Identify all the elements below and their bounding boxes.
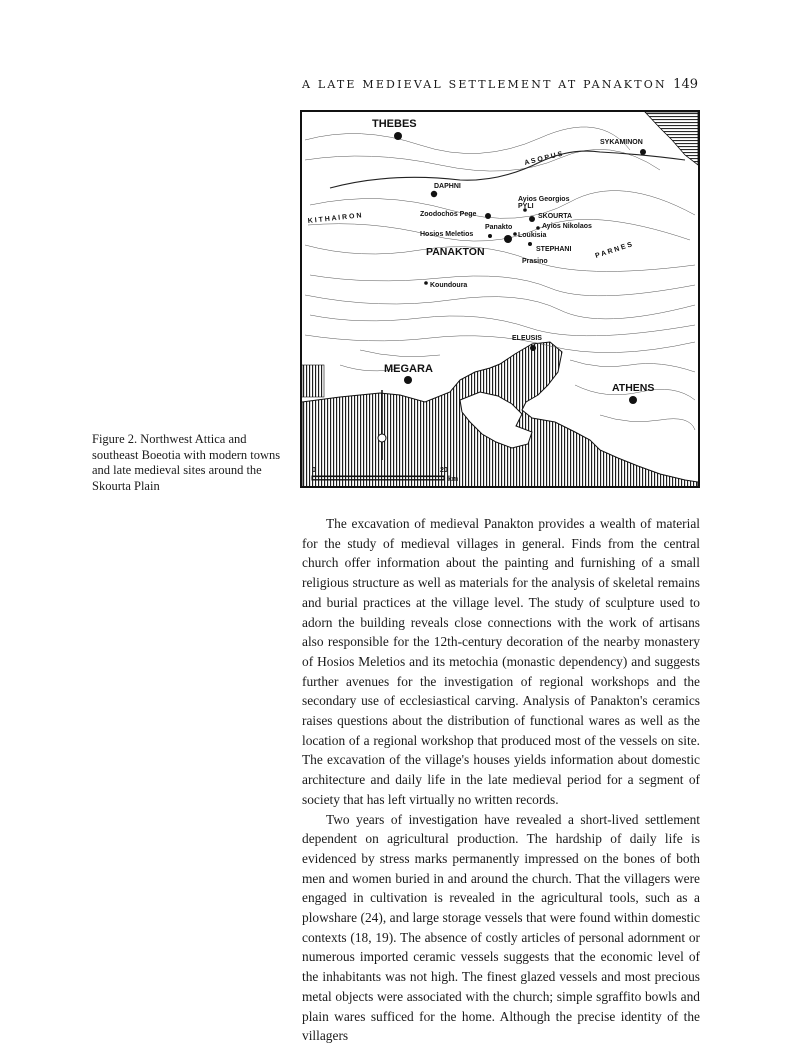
zoodochos-pege-marker bbox=[485, 213, 491, 219]
daphni-marker bbox=[431, 191, 437, 197]
scale-zero: 0 bbox=[312, 467, 316, 474]
scale-unit: km bbox=[448, 476, 459, 483]
label-skourta: SKOURTA bbox=[538, 213, 573, 220]
label-sykaminon: SYKAMINON bbox=[600, 139, 643, 146]
label-ayios-nikolaos: Ayios Nikolaos bbox=[542, 223, 592, 230]
label-kithairon: K I T H A I R O N bbox=[307, 212, 362, 225]
stephani-marker bbox=[528, 242, 532, 246]
hosios-meletios-marker bbox=[488, 234, 492, 238]
scale-bar bbox=[312, 476, 444, 480]
paragraph-1: The excavation of medieval Panakton provides a wealth of material for the study of medieval villages in general. Finds from the central church offer information about the painting and furnishing of a small religious structure as well as materials for the analysis of skeletal remains and burial practices at the village level. The study of sculpture used to adorn the building reveals close connections with the work of artisans also responsible for the 12th-century decoration of the nearby monastery of Hosios Meletios and its metochia (monastic dependency) and suggests further avenues for the investigation of regional workshops and the secondary use of ecclesiastical carving. Analysis of Panakton's ceramics raises questions about the distribution of functional wares as well as the location of a regional workshop that produced most of the vessels on site. The excavation of the village's houses yields information about domestic architecture and daily life in the late medieval period for a segment of society that has left virtually no written records. bbox=[302, 516, 700, 807]
label-panakton: PANAKTON bbox=[426, 246, 485, 258]
label-eleusis: ELEUSIS bbox=[512, 335, 542, 342]
label-prasino: Prasino bbox=[522, 258, 548, 265]
label-ayios-georgios: Ayios Georgios bbox=[518, 196, 570, 203]
running-title: A LATE MEDIEVAL SETTLEMENT AT PANAKTON bbox=[302, 78, 667, 91]
label-asopus: A S O P U S bbox=[523, 150, 564, 167]
label-koundoura: Koundoura bbox=[430, 282, 468, 289]
figure-caption: Figure 2. Northwest Attica and southeast Boeotia with modern towns and late medieval sites around the Skourta Plain bbox=[92, 432, 281, 493]
sykaminon-marker bbox=[640, 149, 646, 155]
north-arrow-circle bbox=[378, 434, 386, 442]
athens-marker bbox=[629, 396, 637, 404]
label-zoodochos-pege: Zoodochos Pege bbox=[420, 211, 477, 218]
hatched-region-west bbox=[302, 365, 324, 397]
skourta-marker bbox=[529, 216, 535, 222]
scale-twenty: 20 bbox=[440, 467, 448, 474]
figure-map bbox=[300, 110, 700, 488]
label-daphni: DAPHNI bbox=[434, 183, 461, 190]
panakton-marker bbox=[504, 235, 512, 243]
thebes-marker bbox=[394, 132, 402, 140]
label-pyli: PYLI bbox=[518, 203, 534, 210]
label-panakto: Panakto bbox=[485, 224, 513, 231]
loukisia-marker bbox=[513, 232, 517, 236]
page-number: 149 bbox=[673, 77, 698, 92]
ayios-nikolaos-marker bbox=[536, 226, 540, 230]
koundoura-marker bbox=[424, 281, 428, 285]
label-parnes: P A R N E S bbox=[594, 241, 634, 260]
label-loukisia: Loukisia bbox=[518, 232, 547, 239]
paragraph-2: Two years of investigation have revealed a short-lived settlement dependent on agricultural production. The hardship of daily life is evidenced by stress marks permanently impressed on the bones of both men and women buried in and around the church. That the villagers were engaged in cultivation is revealed in the agricultural tools, such as a plowshare (24), and large storage vessels that were found within domestic contexts (18, 19). The absence of costly articles of personal adornment or numerous imported ceramic vessels suggests that the economic level of the inhabitants was not high. The finest glazed vessels and most precious metal objects were associated with the church; simple sgraffito bowls and plain wares sufficed for the home. Although the precise identity of the villagers bbox=[302, 811, 700, 1044]
label-stephani: STEPHANI bbox=[536, 246, 572, 253]
megara-marker bbox=[404, 376, 412, 384]
body-text bbox=[302, 514, 700, 1046]
label-hosios-meletios: Hosios Meletios bbox=[420, 231, 474, 238]
label-athens: ATHENS bbox=[612, 382, 655, 394]
eleusis-marker bbox=[530, 345, 536, 351]
running-header bbox=[302, 78, 698, 94]
label-megara: MEGARA bbox=[384, 363, 433, 375]
label-thebes: THEBES bbox=[372, 118, 417, 130]
